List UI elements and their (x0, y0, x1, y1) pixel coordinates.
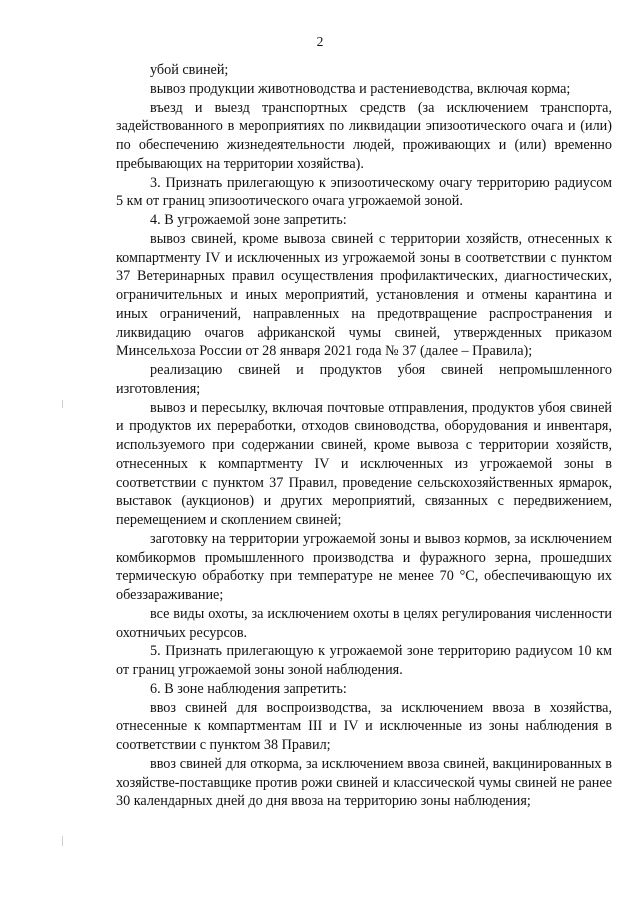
scan-artifact (62, 400, 63, 408)
document-body (116, 61, 612, 811)
scan-artifact (62, 836, 63, 846)
paragraph: ввоз свиней для откорма, за исключением ввоза свиней, вакцинированных в хозяйстве-поставщике против рожи свиней и классической чумы свиней не ранее 30 календарных дней до дня ввоза на территорию зоны наблюдения; (116, 755, 612, 810)
paragraph: въезд и выезд транспортных средств (за исключением транспорта, задействованного в мероприятиях по ликвидации эпизоотического очага и (или) по обеспечению жизнедеятельности людей, проживающих и (или) временно пребывающих на территории хозяйства). (116, 99, 612, 172)
paragraph: заготовку на территории угрожаемой зоны и вывоз кормов, за исключением комбикормов промышленного производства и фуражного зерна, прошедших термическую обработку при температуре не менее 70 °С, обеспечивающую их обеззараживание; (116, 530, 612, 603)
paragraph: 6. В зоне наблюдения запретить: (150, 680, 347, 697)
paragraph: 4. В угрожаемой зоне запретить: (150, 212, 347, 228)
paragraph: все виды охоты, за исключением охоты в целях регулирования численности охотничьих ресурсов. (116, 605, 612, 641)
page-number: 2 (316, 34, 324, 49)
paragraph: убой свиней; (150, 62, 229, 78)
paragraph: вывоз и пересылку, включая почтовые отправления, продуктов убоя свиней и продуктов их переработки, отходов свиноводства, оборудования и инвентаря, используемого при содержании свиней, кроме вывоза с территории хозяйств, отнесенных к компартменту IV и исключенных из угрожаемой зоны в соответствии с пунктом 37 Правил, проведение сельскохозяйственных ярмарок, выставок (аукционов) и других мероприятий, связанных с передвижением, перемещением и скоплением свиней; (116, 399, 612, 528)
paragraph: 5. Признать прилегающую к угрожаемой зоне территорию радиусом 10 км от границ угрожаемой зоны зоной наблюдения. (116, 643, 612, 678)
paragraph: вывоз продукции животноводства и растениеводства, включая корма; (150, 80, 571, 97)
paragraph: реализацию свиней и продуктов убоя свиней непромышленного изготовления; (116, 362, 612, 397)
paragraph: 3. Признать прилегающую к эпизоотическому очагу территорию радиусом 5 км от границ эпизоотического очага угрожаемой зоной. (116, 174, 612, 210)
paragraph: вывоз свиней, кроме вывоза свиней с территории хозяйств, отнесенных к компартменту IV и исключенных из угрожаемой зоны в соответствии с пунктом 37 Ветеринарных правил осуществления профилактических, диагностических, ограничительных и иных мероприятий, установления и отмены карантина и иных ограничений, направленных на предотвращение распространения и ликвидацию очагов африканской чумы свиней, утвержденных приказом Минсельхоза России от 28 января 2021 года № 37 (далее – Правила); (116, 230, 612, 360)
paragraph: ввоз свиней для воспроизводства, за исключением ввоза в хозяйства, отнесенные к компартментам III и IV и исключенные из зоны наблюдения в соответствии с пунктом 38 Правил; (116, 699, 612, 753)
